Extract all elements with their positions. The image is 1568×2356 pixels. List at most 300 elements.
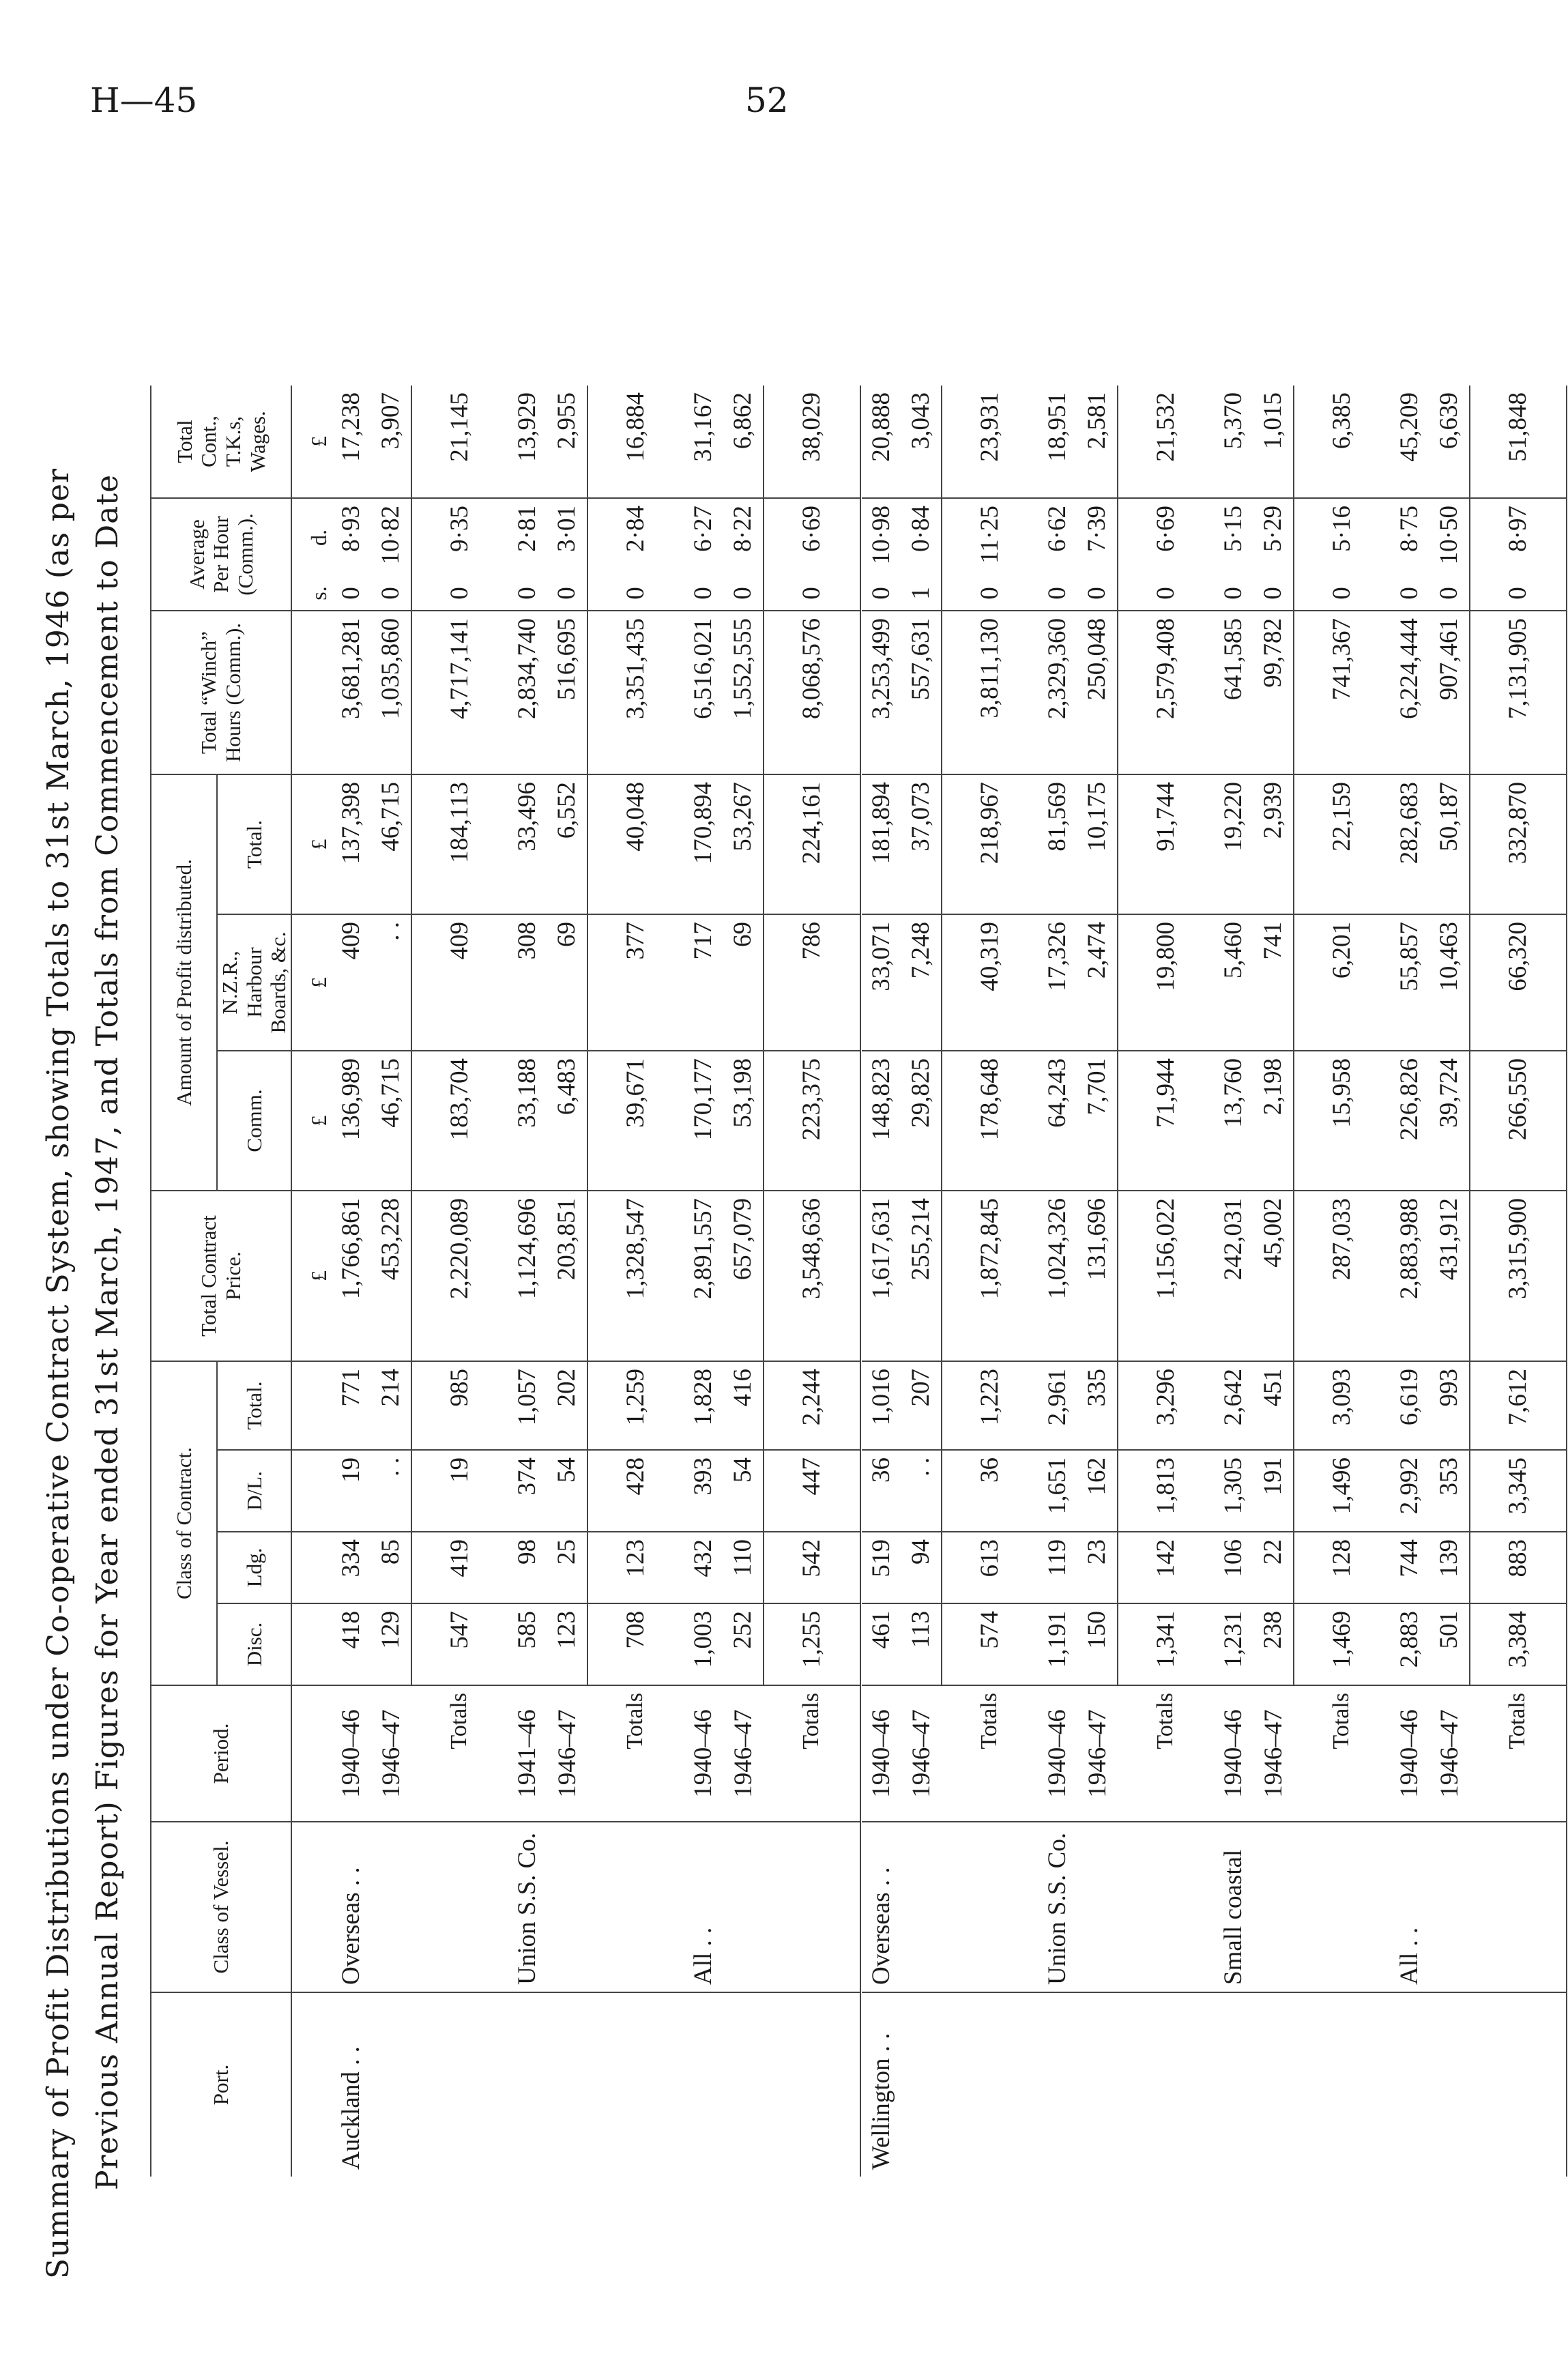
- total-tks: 21,532: [1118, 386, 1214, 498]
- total-total: 985: [411, 1361, 508, 1450]
- cell-ptotal: 170,894: [684, 774, 723, 914]
- cell-comm: 53,198: [723, 1051, 764, 1191]
- total-dl: 19: [411, 1450, 508, 1532]
- cell-comm: 64,243: [1038, 1051, 1077, 1191]
- cell-tks: 6,862: [723, 386, 764, 498]
- cell-price: 242,031: [1214, 1191, 1253, 1361]
- total-ldg: 542: [764, 1532, 860, 1603]
- cell-avg_s: 0: [723, 577, 764, 611]
- cell-dl: . .: [901, 1450, 942, 1532]
- total-tks: 16,884: [587, 386, 684, 498]
- cell-total: 202: [547, 1361, 587, 1450]
- cell-avg_d: 8·75: [1395, 506, 1424, 552]
- total-disc: 1,469: [1294, 1603, 1390, 1685]
- header-amount-of-profit: Amount of Profit distributed.: [151, 774, 217, 1191]
- table-row: [332, 386, 371, 2177]
- totals-row: [1118, 386, 1214, 2177]
- total-total: 1,259: [587, 1361, 684, 1450]
- vessel-spacer: [1470, 1822, 1567, 1992]
- total-comm: 183,704: [411, 1051, 508, 1191]
- cell-winch: 6,516,021: [684, 611, 723, 774]
- total-ptotal: 22,159: [1294, 774, 1390, 914]
- cell-dl: 36: [862, 1450, 901, 1532]
- header-average-per-hour: Average Per Hour (Comm.).: [151, 498, 291, 611]
- port-name: [1253, 1992, 1294, 2177]
- period: 1940–46: [1038, 1685, 1077, 1822]
- header-profit-total: Total.: [217, 774, 291, 914]
- cell-nzr: 10,463: [1429, 914, 1470, 1051]
- cell-avg_d: 7·39: [1083, 506, 1112, 552]
- total-ptotal: 218,967: [942, 774, 1038, 914]
- cell-disc: 2,883: [1390, 1603, 1429, 1685]
- table-row: [684, 386, 723, 2177]
- total-avg_d: 6·69: [764, 498, 860, 577]
- total-avg_d: 5·16: [1294, 498, 1390, 577]
- cell-comm: 13,760: [1214, 1051, 1253, 1191]
- cell-disc: 252: [723, 1603, 764, 1685]
- cell-disc: 129: [371, 1603, 411, 1685]
- cell-avg_s: 0: [862, 577, 901, 611]
- cell-avg_s: 0: [508, 577, 547, 611]
- cell-disc: 461: [862, 1603, 901, 1685]
- totals-label: Totals: [942, 1685, 1038, 1822]
- header-nzr: N.Z.R., Harbour Boards, &c.: [217, 914, 291, 1051]
- total-total: 3,296: [1118, 1361, 1214, 1450]
- total-nzr: 409: [411, 914, 508, 1051]
- cell-price: 2,883,988: [1390, 1191, 1429, 1361]
- header-class-of-contract: Class of Contract.: [151, 1361, 217, 1685]
- units-spacer: [291, 1992, 332, 2177]
- cell-ptotal: 137,398: [332, 774, 371, 914]
- cell-winch: 516,695: [547, 611, 587, 774]
- cell-tks: 5,370: [1214, 386, 1253, 498]
- table-title-line-1: Summary of Profit Distributions under Co-operative Contract System, showing Totals to 31st March, 1946 (as per: [41, 467, 76, 2279]
- port-name: [547, 1992, 587, 2177]
- cell-ldg: 139: [1429, 1532, 1470, 1603]
- cell-disc: 150: [1077, 1603, 1118, 1685]
- total-dl: 428: [587, 1450, 684, 1532]
- unit-pence: d.: [306, 529, 331, 546]
- table-row: [547, 386, 587, 2177]
- cell-winch: 3,681,281: [332, 611, 371, 774]
- table-row: [862, 386, 901, 2177]
- cell-ldg: 110: [723, 1532, 764, 1603]
- vessel-class: Small coastal: [1214, 1822, 1253, 1992]
- header-winch-hours: Total “Winch” Hours (Comm.).: [151, 611, 291, 774]
- port-name: [371, 1992, 411, 2177]
- cell-comm: 7,701: [1077, 1051, 1118, 1191]
- cell-avg_s: 0: [1253, 577, 1294, 611]
- port-name: [508, 1992, 547, 2177]
- profit-distribution-table: [150, 386, 1568, 2177]
- cell-ldg: 119: [1038, 1532, 1077, 1603]
- cell-dl: 1,305: [1214, 1450, 1253, 1532]
- cell-dl: 162: [1077, 1450, 1118, 1532]
- total-avg_s: 0: [411, 577, 508, 611]
- total-price: 3,315,900: [1470, 1191, 1567, 1361]
- cell-avg_d: 10·98: [867, 506, 896, 565]
- cell-disc: 1,231: [1214, 1603, 1253, 1685]
- units-spacer: [291, 1603, 332, 1685]
- total-avg_d: 2·84: [587, 498, 684, 577]
- header-dl: D/L.: [217, 1450, 291, 1532]
- total-ptotal: 91,744: [1118, 774, 1214, 914]
- units-spacer: [291, 1685, 332, 1822]
- total-avg_s: 0: [1118, 577, 1214, 611]
- cell-avg_s: 1: [901, 577, 942, 611]
- cell-ptotal: 6,552: [547, 774, 587, 914]
- units-spacer: [291, 1532, 332, 1603]
- total-disc: 1,341: [1118, 1603, 1214, 1685]
- cell-ldg: 22: [1253, 1532, 1294, 1603]
- cell-disc: 1,191: [1038, 1603, 1077, 1685]
- cell-avg_d: 10·50: [1435, 506, 1464, 565]
- vessel-spacer: [587, 1822, 684, 1992]
- vessel-class: [547, 1822, 587, 1992]
- total-nzr: 377: [587, 914, 684, 1051]
- cell-nzr: 69: [723, 914, 764, 1051]
- cell-comm: 226,826: [1390, 1051, 1429, 1191]
- period: 1946–47: [723, 1685, 764, 1822]
- cell-ldg: 334: [332, 1532, 371, 1603]
- total-dl: 3,345: [1470, 1450, 1567, 1532]
- vessel-spacer: [942, 1822, 1038, 1992]
- cell-nzr: 33,071: [862, 914, 901, 1051]
- cell-dl: 54: [723, 1450, 764, 1532]
- cell-nzr: 17,326: [1038, 914, 1077, 1051]
- cell-tks: 20,888: [862, 386, 901, 498]
- cell-ptotal: 50,187: [1429, 774, 1470, 914]
- total-winch: 8,068,576: [764, 611, 860, 774]
- cell-tks: 3,907: [371, 386, 411, 498]
- cell-nzr: 409: [332, 914, 371, 1051]
- totals-row: [587, 386, 684, 2177]
- cell-winch: 3,253,499: [862, 611, 901, 774]
- cell-ptotal: 53,267: [723, 774, 764, 914]
- port-name: Auckland . .: [337, 2046, 366, 2170]
- total-avg_d: 11·25: [942, 498, 1038, 577]
- cell-dl: 2,992: [1390, 1450, 1429, 1532]
- port-spacer: [587, 1992, 684, 2177]
- total-winch: 7,131,905: [1470, 611, 1567, 774]
- cell-disc: 113: [901, 1603, 942, 1685]
- total-disc: 3,384: [1470, 1603, 1567, 1685]
- cell-avg_s: 0: [547, 577, 587, 611]
- total-ldg: 613: [942, 1532, 1038, 1603]
- cell-ldg: 106: [1214, 1532, 1253, 1603]
- cell-comm: 39,724: [1429, 1051, 1470, 1191]
- unit-pound: £: [291, 774, 332, 914]
- cell-ptotal: 81,569: [1038, 774, 1077, 914]
- cell-winch: 557,631: [901, 611, 942, 774]
- cell-nzr: 55,857: [1390, 914, 1429, 1051]
- total-disc: 1,255: [764, 1603, 860, 1685]
- header-contract-price: Total Contract Price.: [151, 1191, 291, 1361]
- cell-comm: 46,715: [371, 1051, 411, 1191]
- cell-total: 214: [371, 1361, 411, 1450]
- total-dl: 36: [942, 1450, 1038, 1532]
- cell-price: 131,696: [1077, 1191, 1118, 1361]
- total-nzr: 786: [764, 914, 860, 1051]
- header-ldg: Ldg.: [217, 1532, 291, 1603]
- vessel-class: [1253, 1822, 1294, 1992]
- total-price: 1,156,022: [1118, 1191, 1214, 1361]
- vessel-spacer: [1118, 1822, 1214, 1992]
- cell-tks: 3,043: [901, 386, 942, 498]
- vessel-class: Overseas . .: [862, 1822, 901, 1992]
- vessel-class: [1077, 1822, 1118, 1992]
- total-ptotal: 332,870: [1470, 774, 1567, 914]
- cell-nzr: 2,474: [1077, 914, 1118, 1051]
- cell-total: 335: [1077, 1361, 1118, 1450]
- port-name: [901, 1992, 942, 2177]
- total-comm: 266,550: [1470, 1051, 1567, 1191]
- total-disc: 574: [942, 1603, 1038, 1685]
- cell-avg_d: 8·22: [729, 506, 757, 552]
- cell-ptotal: 19,220: [1214, 774, 1253, 914]
- cell-tks: 13,929: [508, 386, 547, 498]
- cell-ldg: 98: [508, 1532, 547, 1603]
- cell-winch: 907,461: [1429, 611, 1470, 774]
- cell-disc: 501: [1429, 1603, 1470, 1685]
- totals-label: Totals: [1294, 1685, 1390, 1822]
- cell-total: 2,642: [1214, 1361, 1253, 1450]
- period: 1946–47: [901, 1685, 942, 1822]
- port-spacer: [942, 1992, 1038, 2177]
- vessel-class: [901, 1822, 942, 1992]
- cell-ldg: 432: [684, 1532, 723, 1603]
- document-reference: H—45: [90, 81, 198, 120]
- cell-dl: 191: [1253, 1450, 1294, 1532]
- total-comm: 223,375: [764, 1051, 860, 1191]
- units-spacer: [291, 1361, 332, 1450]
- cell-winch: 6,224,444: [1390, 611, 1429, 774]
- port-spacer: [1294, 1992, 1390, 2177]
- total-winch: 3,351,435: [587, 611, 684, 774]
- unit-pound: £: [291, 1051, 332, 1191]
- cell-price: 657,079: [723, 1191, 764, 1361]
- cell-tks: 2,955: [547, 386, 587, 498]
- cell-comm: 170,177: [684, 1051, 723, 1191]
- total-dl: 1,496: [1294, 1450, 1390, 1532]
- cell-winch: 2,834,740: [508, 611, 547, 774]
- period: 1946–47: [1077, 1685, 1118, 1822]
- cell-disc: 1,003: [684, 1603, 723, 1685]
- cell-comm: 136,989: [332, 1051, 371, 1191]
- period: 1940–46: [684, 1685, 723, 1822]
- cell-comm: 33,188: [508, 1051, 547, 1191]
- total-total: 2,244: [764, 1361, 860, 1450]
- cell-nzr: 741: [1253, 914, 1294, 1051]
- vessel-class: [1429, 1822, 1470, 1992]
- cell-price: 203,851: [547, 1191, 587, 1361]
- total-comm: 15,958: [1294, 1051, 1390, 1191]
- total-dl: 1,813: [1118, 1450, 1214, 1532]
- port-name: [723, 1992, 764, 2177]
- total-price: 287,033: [1294, 1191, 1390, 1361]
- total-winch: 4,717,141: [411, 611, 508, 774]
- cell-dl: 54: [547, 1450, 587, 1532]
- cell-tks: 2,581: [1077, 386, 1118, 498]
- total-ldg: 883: [1470, 1532, 1567, 1603]
- total-winch: 741,367: [1294, 611, 1390, 774]
- header-port: Port.: [151, 1992, 291, 2177]
- period: 1940–46: [862, 1685, 901, 1822]
- table-header: [151, 386, 291, 2177]
- cell-comm: 2,198: [1253, 1051, 1294, 1191]
- cell-price: 1,617,631: [862, 1191, 901, 1361]
- cell-tks: 17,238: [332, 386, 371, 498]
- cell-avg_s: 0: [332, 577, 371, 611]
- vessel-spacer: [764, 1822, 860, 1992]
- totals-row: [764, 386, 860, 2177]
- unit-pound: £: [291, 386, 332, 498]
- vessel-class: All . .: [684, 1822, 723, 1992]
- cell-price: 1,124,696: [508, 1191, 547, 1361]
- total-avg_d: 9·35: [411, 498, 508, 577]
- total-price: 2,220,089: [411, 1191, 508, 1361]
- totals-row: [942, 386, 1038, 2177]
- period: 1940–46: [1390, 1685, 1429, 1822]
- cell-total: 2,961: [1038, 1361, 1077, 1450]
- cell-avg_d: 6·27: [689, 506, 718, 552]
- cell-total: 6,619: [1390, 1361, 1429, 1450]
- port-name: [684, 1992, 723, 2177]
- port-spacer: [1118, 1992, 1214, 2177]
- cell-avg_s: 0: [684, 577, 723, 611]
- rotated-table-page: [41, 96, 1533, 2279]
- period: 1946–47: [371, 1685, 411, 1822]
- cell-total: 451: [1253, 1361, 1294, 1450]
- cell-dl: 353: [1429, 1450, 1470, 1532]
- cell-tks: 31,167: [684, 386, 723, 498]
- cell-nzr: 5,460: [1214, 914, 1253, 1051]
- port-name: [1214, 1992, 1253, 2177]
- cell-comm: 29,825: [901, 1051, 942, 1191]
- units-spacer: [291, 1822, 332, 1992]
- total-tks: 6,385: [1294, 386, 1390, 498]
- table-title-line-2: Previous Annual Report) Figures for Year ended 31st March, 1947, and Totals from Commencement to Date: [90, 474, 125, 2190]
- total-dl: 447: [764, 1450, 860, 1532]
- cell-price: 2,891,557: [684, 1191, 723, 1361]
- cell-avg_s: 0: [1077, 577, 1118, 611]
- total-winch: 3,811,130: [942, 611, 1038, 774]
- port-name: [1038, 1992, 1077, 2177]
- period: 1946–47: [547, 1685, 587, 1822]
- total-ldg: 142: [1118, 1532, 1214, 1603]
- vessel-class: Union S.S. Co.: [1038, 1822, 1077, 1992]
- page-number: 52: [745, 81, 789, 120]
- table-row: [1253, 386, 1294, 2177]
- table-row: [723, 386, 764, 2177]
- total-nzr: 19,800: [1118, 914, 1214, 1051]
- total-avg_s: 0: [942, 577, 1038, 611]
- table-row: [508, 386, 547, 2177]
- totals-row: [1470, 386, 1567, 2177]
- cell-price: 453,228: [371, 1191, 411, 1361]
- cell-avg_s: 0: [1038, 577, 1077, 611]
- port-name: [1077, 1992, 1118, 2177]
- total-price: 1,872,845: [942, 1191, 1038, 1361]
- port-name: [1390, 1992, 1429, 2177]
- cell-avg_d: 6·62: [1043, 506, 1072, 552]
- total-tks: 51,848: [1470, 386, 1567, 498]
- total-avg_s: 0: [587, 577, 684, 611]
- cell-winch: 2,329,360: [1038, 611, 1077, 774]
- cell-total: 771: [332, 1361, 371, 1450]
- total-avg_s: 0: [1294, 577, 1390, 611]
- vessel-class: [723, 1822, 764, 1992]
- total-ptotal: 184,113: [411, 774, 508, 914]
- table-row: [1077, 386, 1118, 2177]
- cell-comm: 6,483: [547, 1051, 587, 1191]
- total-avg_s: 0: [764, 577, 860, 611]
- cell-price: 255,214: [901, 1191, 942, 1361]
- cell-avg_d: 3·01: [553, 506, 581, 552]
- cell-price: 431,912: [1429, 1191, 1470, 1361]
- cell-total: 993: [1429, 1361, 1470, 1450]
- header-total-wages: Total Cont., T.K.s, Wages.: [151, 386, 291, 498]
- cell-avg_d: 10·82: [377, 506, 405, 565]
- cell-price: 1,766,861: [332, 1191, 371, 1361]
- period: 1946–47: [1253, 1685, 1294, 1822]
- cell-winch: 250,048: [1077, 611, 1118, 774]
- vessel-class: Overseas . .: [332, 1822, 371, 1992]
- cell-disc: 585: [508, 1603, 547, 1685]
- total-disc: 708: [587, 1603, 684, 1685]
- unit-pound: £: [291, 1191, 332, 1361]
- total-tks: 23,931: [942, 386, 1038, 498]
- cell-tks: 1,015: [1253, 386, 1294, 498]
- cell-winch: 641,585: [1214, 611, 1253, 774]
- cell-price: 1,024,326: [1038, 1191, 1077, 1361]
- vessel-class: Union S.S. Co.: [508, 1822, 547, 1992]
- total-ldg: 128: [1294, 1532, 1390, 1603]
- cell-ptotal: 33,496: [508, 774, 547, 914]
- period: 1941–46: [508, 1685, 547, 1822]
- period: 1940–46: [1214, 1685, 1253, 1822]
- cell-nzr: 717: [684, 914, 723, 1051]
- cell-ptotal: 10,175: [1077, 774, 1118, 914]
- units-spacer: [291, 611, 332, 774]
- total-avg_d: 8·97: [1470, 498, 1567, 577]
- table-row: [371, 386, 411, 2177]
- total-nzr: 6,201: [1294, 914, 1390, 1051]
- cell-tks: 45,209: [1390, 386, 1429, 498]
- cell-ldg: 94: [901, 1532, 942, 1603]
- total-total: 1,223: [942, 1361, 1038, 1450]
- cell-total: 1,016: [862, 1361, 901, 1450]
- port-spacer: [764, 1992, 860, 2177]
- unit-shillings: s.: [291, 577, 332, 611]
- cell-total: 207: [901, 1361, 942, 1450]
- cell-ldg: 23: [1077, 1532, 1118, 1603]
- cell-tks: 18,951: [1038, 386, 1077, 498]
- units-spacer: [291, 1450, 332, 1532]
- cell-nzr: 308: [508, 914, 547, 1051]
- header-vessel: Class of Vessel.: [151, 1822, 291, 1992]
- cell-avg_s: 0: [1214, 577, 1253, 611]
- cell-dl: 19: [332, 1450, 371, 1532]
- table-row: [1429, 386, 1470, 2177]
- cell-dl: 393: [684, 1450, 723, 1532]
- header-comm: Comm.: [217, 1051, 291, 1191]
- cell-nzr: 7,248: [901, 914, 942, 1051]
- cell-winch: 1,552,555: [723, 611, 764, 774]
- cell-total: 1,828: [684, 1361, 723, 1450]
- cell-ldg: 85: [371, 1532, 411, 1603]
- cell-avg_d: 5·15: [1219, 506, 1248, 552]
